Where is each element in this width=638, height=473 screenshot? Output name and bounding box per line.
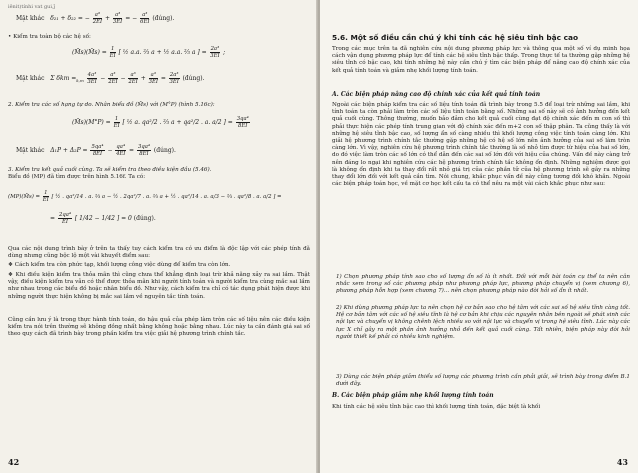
paragraph-rounding: Cũng cần lưu ý là trong thực hành tính toán, do hậu quả của phép làm tròn các số liệu nên các điều kiện kiểm tra nói trên thường sẽ không đồng nhất bằng không hoặc bằng nhau. Lúc này ta cần đánh giá sai số theo quy cách đã trình bày trong phần kiểm tra việc giải hệ phương trình chính tắc. — [8, 317, 310, 338]
top-bleed-text: iênit)tínhi vat gui,ĵ — [8, 4, 56, 10]
bullet-complexity: ❖ Cách kiểm tra còn phức tạp, khối lượng công việc dùng để kiểm tra còn lớn. — [8, 262, 231, 268]
equation-ms-mp0: (M̄s)(M°P) = $\frac{1}{EI}$ [ ½ a. qa²/2 . ⅔ a + qa²/2 . a. a/2 ] = $\frac{\text{3qa⁴}}{8EI}$ — [72, 116, 249, 129]
item-a1: 1) Chọn phương pháp tính sao cho số lượng ẩn số là ít nhất. Đối với mỗi bài toán cụ thể ta nên cân nhắc xem trong số các phương pháp như phương pháp lực, phương pháp chuyển vị (xem chương 6), phương pháp hỗn hợp (xem chương 7)... nên chọn phương pháp nào đòi hỏi số ẩn ít nhất. — [336, 274, 630, 295]
check-all-heading: • Kiểm tra toàn bộ các hệ số: — [8, 34, 91, 40]
equation-delta-km: Mặt khác Σ $\delta km =_{k,m}$ $\frac{\text{4a³}}{3EI}$ − $\frac{\text{a³}}{2EI}$ − $\frac{\text{a³}}{2EI}$ + $\frac{\text{a³}}{3EI}$ = $\frac{\text{2a³}}{3EI}$ (đúng). — [16, 72, 205, 85]
equation-delta-sum: Mặt khác δ₂₁ + δ₂₂ = − $\frac{\text{a³}}{2EI}$ + $\frac{\text{a³}}{3EI}$ = − $\frac{\text{a³}}{6EI}$ (đúng). — [16, 12, 175, 25]
item-3-final-check: 3. Kiểm tra kết quả cuối cùng. Ta sẽ kiểm tra theo điều kiện đầu (5.46). Biểu đồ (MP) đã tìm được trên hình 5.16f. Ta có: — [8, 167, 212, 181]
heading-b: B. Các biện pháp giảm nhẹ khối lượng tính toán — [332, 392, 494, 399]
page-number-left: 42 — [8, 457, 20, 467]
bullet-limitations: ❖ Khi điều kiện kiểm tra thỏa mãn thì cũng chưa thể khẳng định loại trừ khả năng xảy ra sai lầm. Thật vậy, điều kiện kiểm tra vẫn có thể được thỏa mãn khi người tính toán và người kiểm tra cùng mắc sai lầm như nhau trong các biểu đồ hoặc nhân biểu đồ. Như vậy, cách kiểm tra chỉ có tác dụng phát hiện được khi những người thực hiện không bị mắc sai lầm về nguyên tắc tính toán. — [8, 272, 310, 300]
item-2-free-terms: 2. Kiểm tra các số hạng tự do. Nhân biểu đồ (M̄s) với (M°P) (hình 5.16c): — [8, 102, 215, 108]
paragraph-b: Khi tính các hệ siêu tĩnh bậc cao thì khối lượng tính toán, đặc biệt là khối — [332, 404, 541, 410]
left-page — [0, 0, 318, 473]
right-page — [320, 0, 638, 473]
paragraph-a: Ngoài các biện pháp kiểm tra các số liệu tính toán đã trình bày trong 5.5 để loại trừ những sai lầm, khi tính toán ta còn phải làm tròn các số liệu tính toán bằng số. Những sai số này sẽ có ảnh hưởng đến kết quả cuối cùng. Thông thường, muốn bảo đảm cho kết quả cuối cùng đạt độ chính xác đến m con số thì phải thực hiện các phép tính trung gian với độ chính xác đến m+2 con số thập phân. Ta cũng thấy là với những hệ siêu tĩnh bậc cao, số lượng ẩn số càng nhiều thì khối lượng công việc tính toán càng lớn. Khi giải hệ phương trình chính tắc thường gặp những hệ có hệ số lớn nên ảnh hưởng của sai số làm tròn càng lớn. Vì vậy, nghiên cứu hệ phương trình chính tắc thường là số nhỏ tìm được từ hiệu của hai số lớn, do đó việc làm tròn các số lớn có thể dẫn đến các sai số lớn đối với hiệu của chúng. Vấn đề này càng trở nên đáng lo ngại khi nghiên cứu các hệ phương trình chính tắc không ổn định. Những nghiệm được gọi là không ổn định khi ta thay đổi rất nhỏ giá trị của các phần tử của hệ phương trình sẽ gây ra những thay đổi lớn đối với kết quả cần tìm. Nói chung, khắc phục vấn đề này cũng tương đối khó khăn. Ngoài các biện pháp toán học, về mặt cơ học kết cấu ta có thể nêu ra một vài cách khắc phục như sau: — [332, 102, 630, 188]
section-title: 5.6. Một số điều cần chú ý khi tính các hệ siêu tĩnh bậc cao — [332, 33, 579, 42]
equation-ms-ms: (M̄s)(M̄s) = $\frac{1}{EI}$ [ ½ a.a. ⅔ a + ½ a.a. ⅔ a ] = $\frac{\text{2a³}}{3EI}$ ; — [72, 46, 226, 59]
page-number-right: 43 — [616, 457, 628, 467]
item-a2: 2) Khi dùng phương pháp lực ta nên chọn hệ cơ bản sao cho hệ tâm với các sai số hệ siêu tĩnh càng tốt. Hệ cơ bản tâm với các số hệ siêu tĩnh là hệ cơ bản khi chịu các nguyên nhân bên ngoài sẽ phát sinh các nội lực và chuyển vị không chênh lệch nhiều so với nội lực và chuyển vị trong hệ siêu tĩnh. Lúc này các lực X chỉ gây ra một phần ảnh hưởng nhỏ đến kết quả cuối cùng. Tất nhiên, biện pháp này đòi hỏi người thiết kế phải có nhiều kinh nghiệm. — [336, 305, 630, 340]
equation-mp-ms: (MP)(M̄s) = $\frac{1}{EI}$ [ ½ . qa²/14 . a. ⅔ a − ½ . 2qa²/7 . a. ⅔ a + ½ . qa²/14 . a. a/3 − ⅔ . qa²/8 . a. a/2 ] = — [8, 190, 282, 203]
equation-delta-p: Mặt khác Δ₁P + Δ₂P = $\frac{\text{5qa⁴}}{8EI}$ − $\frac{\text{qa⁴}}{4EI}$ = $\frac{\text{3qa⁴}}{8EI}$ (đúng). — [16, 144, 176, 157]
heading-a: A. Các biện pháp nâng cao độ chính xác của kết quả tính toán — [332, 91, 541, 98]
item-a3: 3) Dùng các biện pháp giảm thiểu số lượng các phương trình cần phải giải, sẽ trình bày trong điểm B.1 dưới đây. — [336, 374, 630, 388]
equation-result-zero: = $\frac{\text{2qa⁴}}{EI}$ [ 1/42 − 1/42 ] = 0 (đúng). — [50, 212, 156, 225]
intro-paragraph: Trong các mục trên ta đã nghiên cứu nội dung phương pháp lực và thông qua một số ví dụ minh họa cách vận dụng phương pháp lực để tính các hệ siêu tĩnh bậc thấp. Trong thực tế ta thường gặp những hệ siêu tĩnh có bậc cao, khi tính những hệ này cần chú ý tìm các biện pháp để nâng cao độ chính xác của kết quả tính toán và giảm nhẹ khối lượng tính toán. — [332, 46, 630, 74]
paragraph-summary: Qua các nội dung trình bày ở trên ta thấy tuy cách kiểm tra có ưu điểm là độc lập với các phép tính đã dùng nhưng cũng bộc lộ một vài khuyết điểm sau: — [8, 246, 310, 260]
